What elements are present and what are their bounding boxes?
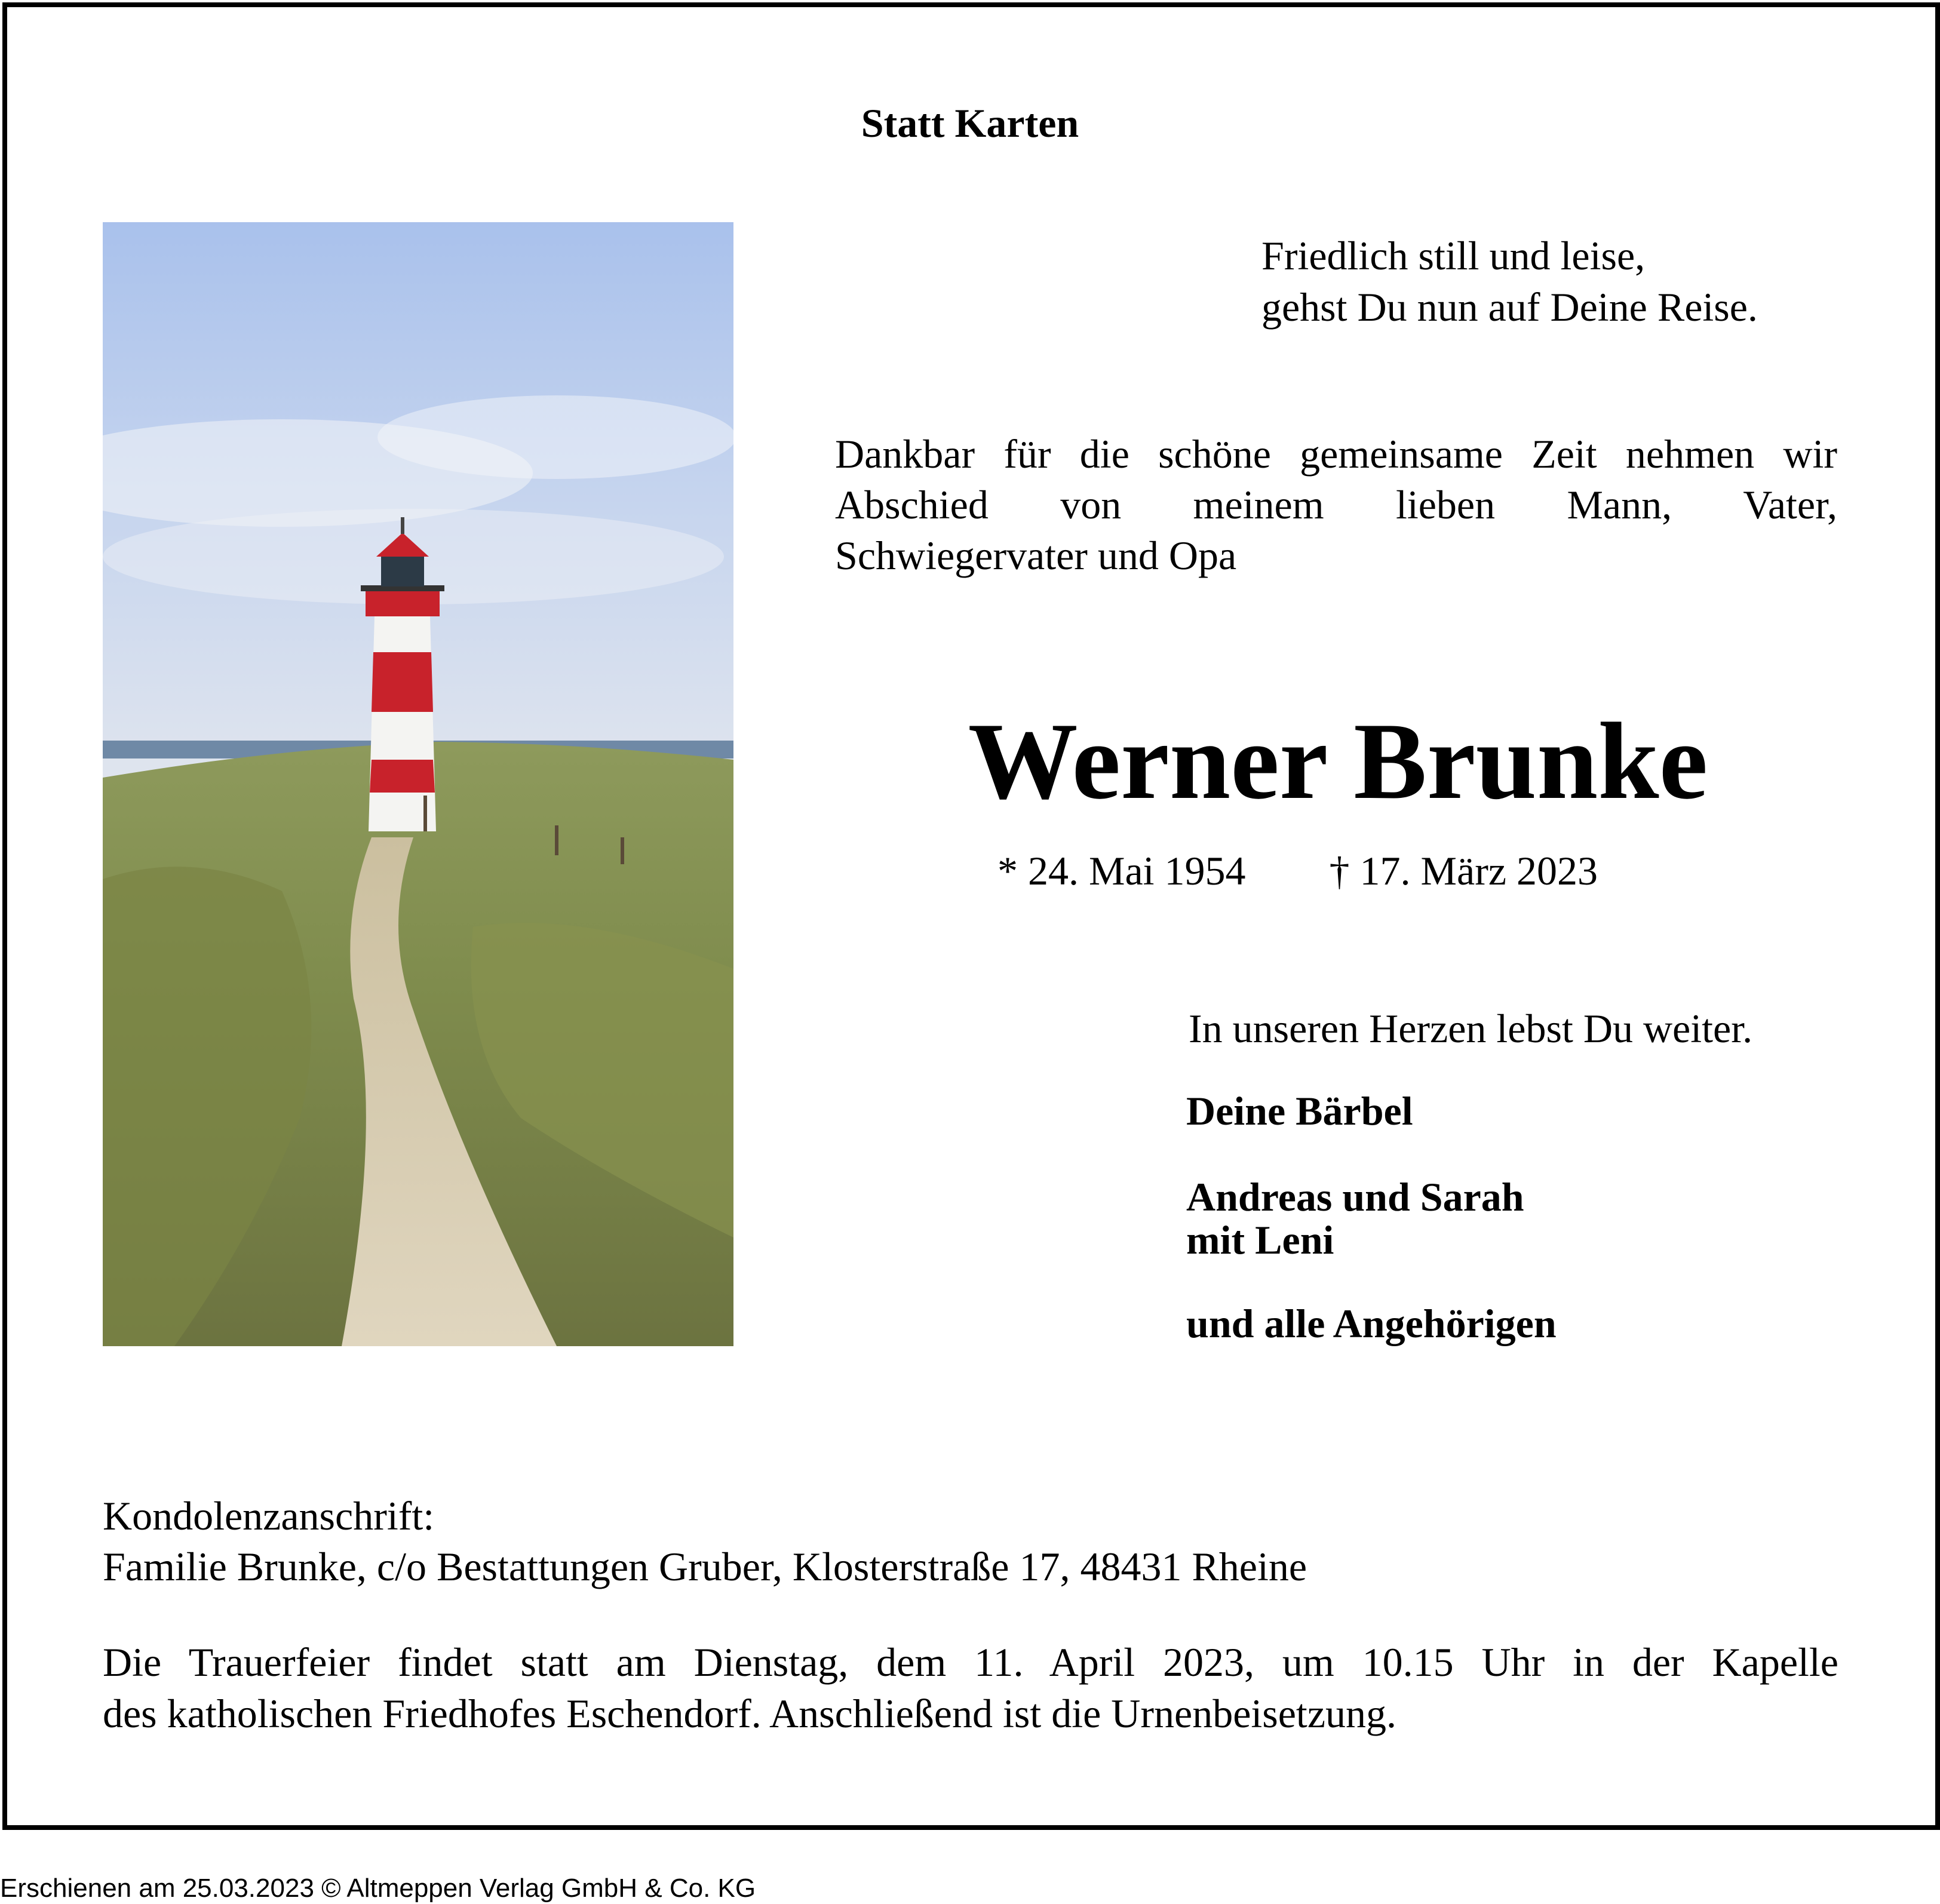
signature-second (1186, 1175, 1524, 1261)
intro-line: Dankbar für die schöne gemeinsame Zeit nehmen wir (835, 431, 1837, 477)
verse (1261, 230, 1758, 333)
funeral-line: des katholischen Friedhofes Eschendorf. Anschließend ist die Urnenbeisetzung. (103, 1691, 1397, 1736)
intro-line: Schwiegervater und Opa (835, 533, 1237, 578)
intro-line: Abschied von meinem lieben Mann, Vater, (835, 482, 1837, 527)
motto: In unseren Herzen lebst Du weiter. (1189, 1006, 1753, 1051)
lighthouse-dune-photo (103, 222, 733, 1346)
signature-line: Andreas und Sarah (1186, 1174, 1524, 1220)
birth-date: * 24. Mai 1954 (997, 848, 1246, 893)
funeral-info (103, 1636, 1838, 1739)
signature-line: mit Leni (1186, 1217, 1334, 1263)
verse-line: gehst Du nun auf Deine Reise. (1261, 284, 1758, 330)
deceased-name: Werner Brunke (968, 700, 1708, 822)
publication-footer: Erschienen am 25.03.2023 © Altmeppen Verlag GmbH & Co. KG (0, 1874, 756, 1903)
signature-third: und alle Angehörigen (1186, 1301, 1557, 1346)
life-dates (997, 850, 1598, 891)
intro-text (835, 429, 1837, 581)
signature-first: Deine Bärbel (1186, 1088, 1413, 1134)
condolence-address-line: Familie Brunke, c/o Bestattungen Gruber, Klosterstraße 17, 48431 Rheine (103, 1544, 1307, 1589)
header-title: Statt Karten (861, 100, 1079, 146)
lighthouse-illustration (103, 222, 733, 1346)
funeral-line: Die Trauerfeier findet statt am Dienstag, dem 11. April 2023, um 10.15 Uhr in der Kapelle (103, 1639, 1838, 1685)
death-date: † 17. März 2023 (1329, 848, 1598, 893)
condolence-address (103, 1491, 1307, 1592)
verse-line: Friedlich still und leise, (1261, 233, 1646, 278)
condolence-label: Kondolenzanschrift: (103, 1493, 435, 1538)
